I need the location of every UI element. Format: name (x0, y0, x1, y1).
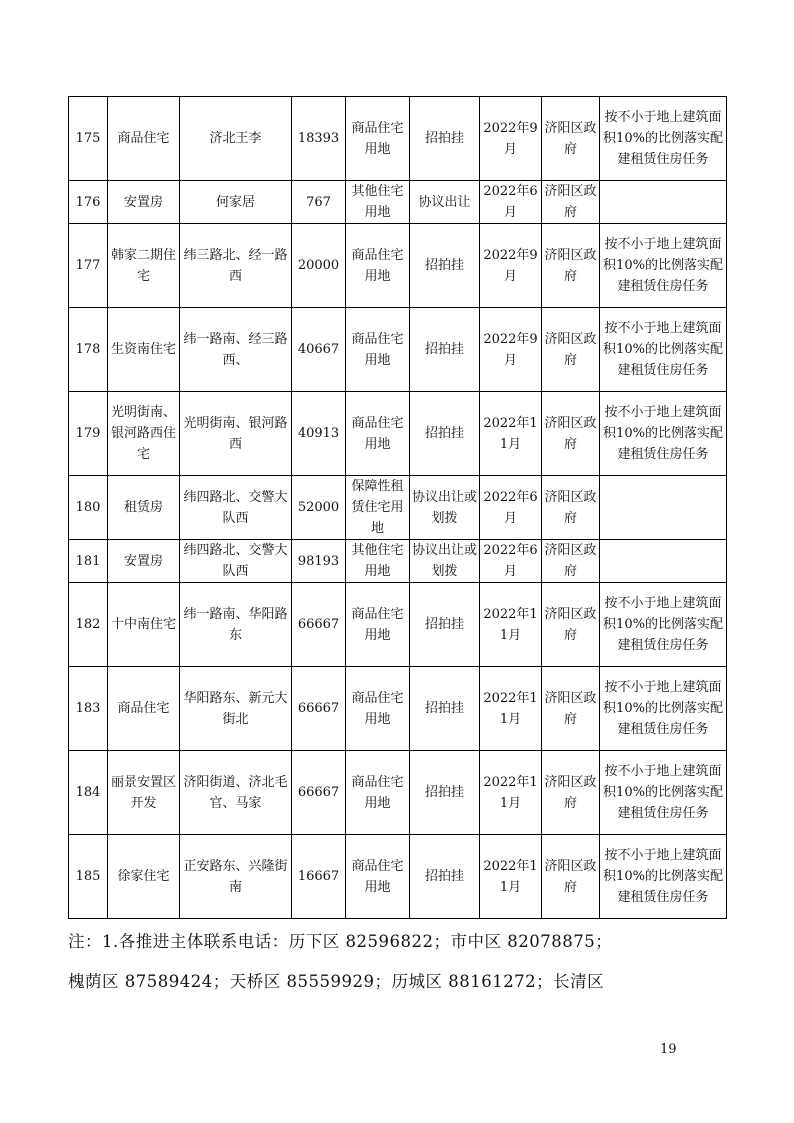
cell-note: 按不小于地上建筑面积10%的比例落实配建租赁住房任务 (600, 667, 727, 751)
cell-no: 176 (69, 181, 108, 224)
cell-note (600, 476, 727, 540)
cell-land-use: 商品住宅用地 (346, 667, 410, 751)
cell-area: 66667 (292, 667, 346, 751)
cell-body: 济阳区政府 (542, 476, 600, 540)
cell-name: 丽景安置区开发 (108, 751, 180, 835)
cell-location: 华阳路东、新元大街北 (180, 667, 292, 751)
cell-body: 济阳区政府 (542, 835, 600, 919)
cell-no: 175 (69, 97, 108, 181)
cell-body: 济阳区政府 (542, 392, 600, 476)
cell-body: 济阳区政府 (542, 97, 600, 181)
cell-area: 20000 (292, 224, 346, 308)
cell-no: 185 (69, 835, 108, 919)
cell-note: 按不小于地上建筑面积10%的比例落实配建租赁住房任务 (600, 97, 727, 181)
cell-body: 济阳区政府 (542, 751, 600, 835)
cell-body: 济阳区政府 (542, 583, 600, 667)
cell-time: 2022年11月 (480, 751, 542, 835)
cell-name: 安置房 (108, 540, 180, 583)
table-row (69, 476, 727, 540)
cell-time: 2022年9月 (480, 308, 542, 392)
cell-body: 济阳区政府 (542, 540, 600, 583)
cell-body: 济阳区政府 (542, 308, 600, 392)
cell-note: 按不小于地上建筑面积10%的比例落实配建租赁住房任务 (600, 583, 727, 667)
cell-land-use: 商品住宅用地 (346, 835, 410, 919)
cell-note (600, 181, 727, 224)
page-number: 19 (660, 1042, 677, 1057)
cell-name: 光明街南、银河路西住宅 (108, 392, 180, 476)
cell-name: 韩家二期住宅 (108, 224, 180, 308)
cell-time: 2022年6月 (480, 476, 542, 540)
cell-method: 协议出让或划拨 (410, 540, 480, 583)
cell-note: 按不小于地上建筑面积10%的比例落实配建租赁住房任务 (600, 308, 727, 392)
cell-method: 招拍挂 (410, 97, 480, 181)
cell-location: 纬四路北、交警大队西 (180, 540, 292, 583)
cell-time: 2022年9月 (480, 224, 542, 308)
cell-no: 177 (69, 224, 108, 308)
cell-no: 184 (69, 751, 108, 835)
footnote-line-1: 注：1.各推进主体联系电话：历下区 82596822；市中区 82078875； (68, 932, 613, 951)
cell-method: 招拍挂 (410, 583, 480, 667)
cell-body: 济阳区政府 (542, 667, 600, 751)
cell-area: 767 (292, 181, 346, 224)
cell-no: 183 (69, 667, 108, 751)
cell-area: 40667 (292, 308, 346, 392)
cell-method: 协议出让 (410, 181, 480, 224)
cell-name: 商品住宅 (108, 667, 180, 751)
cell-method: 招拍挂 (410, 392, 480, 476)
cell-time: 2022年11月 (480, 835, 542, 919)
cell-location: 济北王李 (180, 97, 292, 181)
cell-time: 2022年11月 (480, 392, 542, 476)
cell-time: 2022年11月 (480, 667, 542, 751)
cell-note: 按不小于地上建筑面积10%的比例落实配建租赁住房任务 (600, 835, 727, 919)
cell-note (600, 540, 727, 583)
cell-land-use: 其他住宅用地 (346, 540, 410, 583)
cell-location: 纬一路南、经三路西、 (180, 308, 292, 392)
footnote-line-2: 槐荫区 87589424；天桥区 85559929；历城区 88161272；长清区 (68, 972, 605, 991)
cell-land-use: 保障性租赁住宅用地 (346, 476, 410, 540)
cell-land-use: 商品住宅用地 (346, 751, 410, 835)
cell-name: 租赁房 (108, 476, 180, 540)
cell-land-use: 商品住宅用地 (346, 308, 410, 392)
cell-name: 徐家住宅 (108, 835, 180, 919)
cell-method: 招拍挂 (410, 751, 480, 835)
table-row (69, 224, 727, 308)
cell-note: 按不小于地上建筑面积10%的比例落实配建租赁住房任务 (600, 751, 727, 835)
cell-land-use: 商品住宅用地 (346, 97, 410, 181)
cell-location: 纬一路南、华阳路东 (180, 583, 292, 667)
cell-name: 商品住宅 (108, 97, 180, 181)
cell-name: 十中南住宅 (108, 583, 180, 667)
table-row (69, 540, 727, 583)
cell-body: 济阳区政府 (542, 224, 600, 308)
cell-location: 纬三路北、经一路西 (180, 224, 292, 308)
land-supply-table (68, 96, 727, 919)
cell-time: 2022年6月 (480, 181, 542, 224)
cell-method: 招拍挂 (410, 835, 480, 919)
cell-no: 180 (69, 476, 108, 540)
cell-location: 济阳街道、济北毛官、马家 (180, 751, 292, 835)
table-row (69, 583, 727, 667)
cell-land-use: 商品住宅用地 (346, 392, 410, 476)
cell-name: 安置房 (108, 181, 180, 224)
cell-no: 179 (69, 392, 108, 476)
cell-method: 协议出让或划拨 (410, 476, 480, 540)
cell-land-use: 商品住宅用地 (346, 583, 410, 667)
cell-note: 按不小于地上建筑面积10%的比例落实配建租赁住房任务 (600, 224, 727, 308)
cell-time: 2022年9月 (480, 97, 542, 181)
table-row (69, 835, 727, 919)
cell-area: 40913 (292, 392, 346, 476)
cell-location: 何家居 (180, 181, 292, 224)
cell-land-use: 其他住宅用地 (346, 181, 410, 224)
table-row (69, 97, 727, 181)
table-row (69, 392, 727, 476)
cell-note: 按不小于地上建筑面积10%的比例落实配建租赁住房任务 (600, 392, 727, 476)
cell-name: 生资南住宅 (108, 308, 180, 392)
cell-time: 2022年6月 (480, 540, 542, 583)
cell-method: 招拍挂 (410, 667, 480, 751)
cell-area: 52000 (292, 476, 346, 540)
cell-no: 178 (69, 308, 108, 392)
table-row (69, 667, 727, 751)
table-row (69, 181, 727, 224)
cell-location: 光明街南、银河路西 (180, 392, 292, 476)
cell-location: 纬四路北、交警大队西 (180, 476, 292, 540)
cell-area: 66667 (292, 583, 346, 667)
cell-body: 济阳区政府 (542, 181, 600, 224)
cell-area: 98193 (292, 540, 346, 583)
cell-area: 18393 (292, 97, 346, 181)
cell-time: 2022年11月 (480, 583, 542, 667)
cell-area: 66667 (292, 751, 346, 835)
table-row (69, 751, 727, 835)
cell-method: 招拍挂 (410, 308, 480, 392)
table-row (69, 308, 727, 392)
cell-location: 正安路东、兴隆街南 (180, 835, 292, 919)
cell-no: 182 (69, 583, 108, 667)
cell-area: 16667 (292, 835, 346, 919)
cell-land-use: 商品住宅用地 (346, 224, 410, 308)
cell-no: 181 (69, 540, 108, 583)
cell-method: 招拍挂 (410, 224, 480, 308)
